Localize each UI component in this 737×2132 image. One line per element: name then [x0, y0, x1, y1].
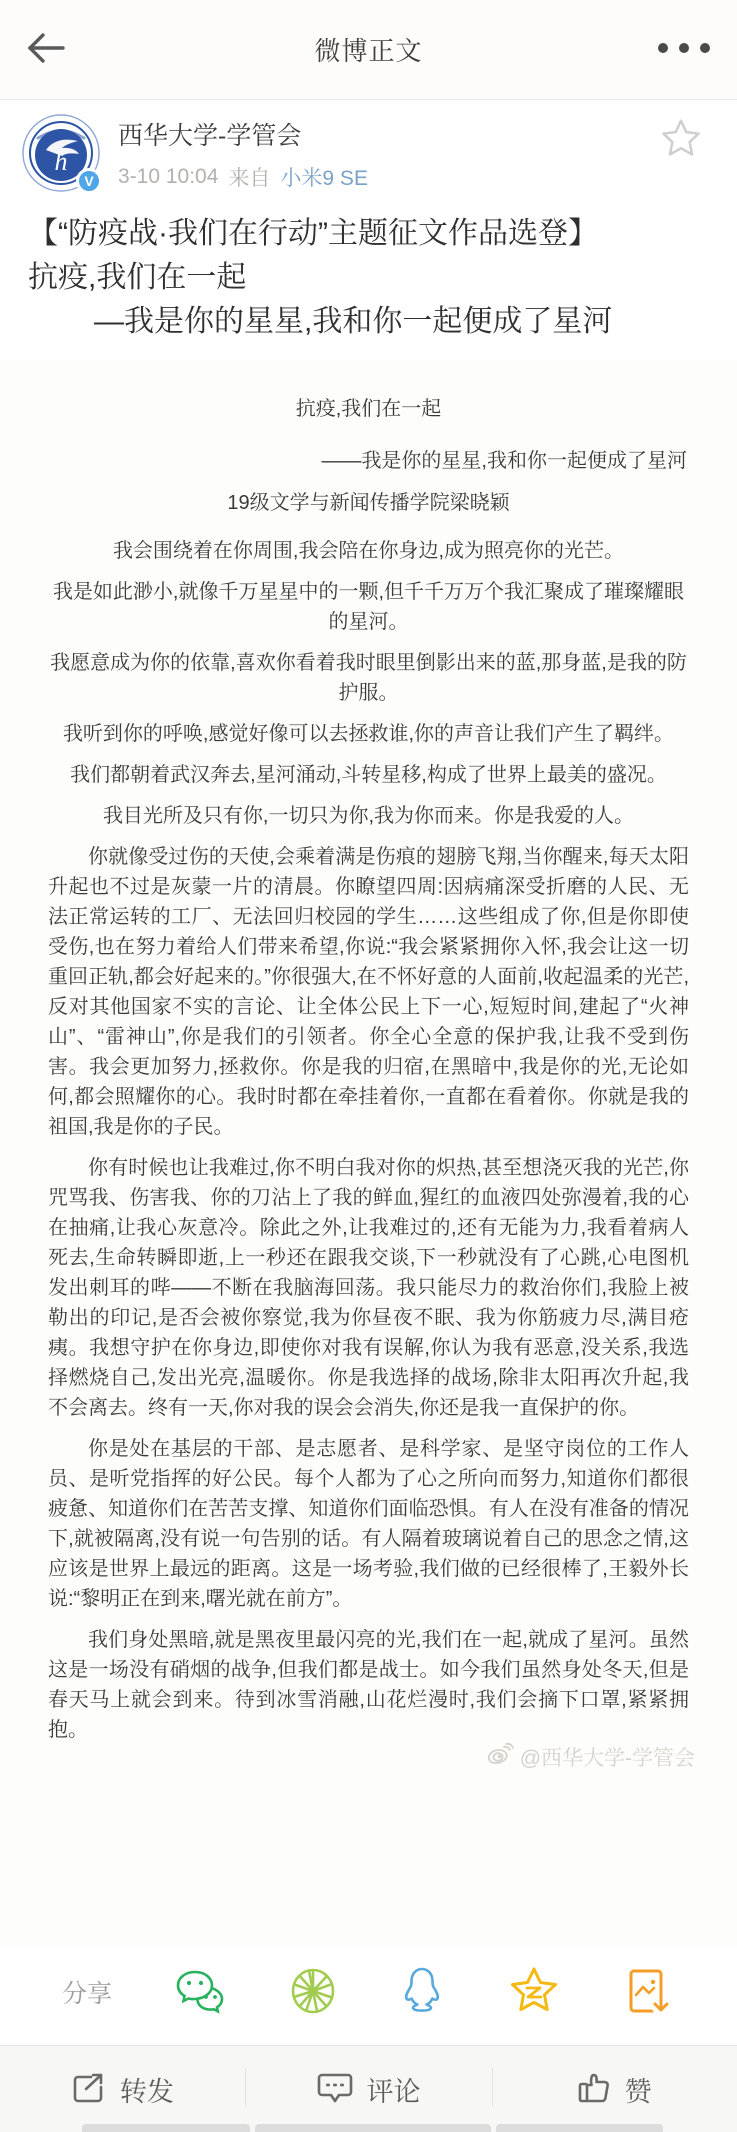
share-save-image-button[interactable]	[623, 1966, 673, 2019]
watermark	[486, 1742, 695, 1775]
like-button[interactable]	[491, 2059, 737, 2119]
article-paragraph: 我会围绕着在你周围,我会陪在你身边,成为照亮你的光芒。	[112, 540, 625, 562]
favorite-button[interactable]	[659, 116, 703, 163]
qq-icon	[400, 1966, 444, 2019]
article-title: 抗疫,我们在一起	[295, 398, 442, 420]
watermark-text: @西华大学-学管会	[519, 1746, 695, 1770]
article-paragraphs	[48, 536, 689, 1745]
article-subtitle: ——我是你的星星,我和你一起便成了星河	[321, 450, 687, 472]
article-paragraph: 我目光所及只有你,一切只为你,我为你而来。你是我爱的人。	[102, 805, 635, 827]
bottom-strip-segment	[496, 2124, 663, 2132]
share-row	[0, 1945, 737, 2045]
article-paragraph: 我们身处黑暗,就是黑夜里最闪亮的光,我们在一起,就成了星河。虽然这是一场没有硝烟的战争,但我们都是战士。如今我们虽然身处冬天,但是春天马上就会到来。待到冰雪消融,山花烂漫时,我们会摘下口罩,紧紧拥抱。	[48, 1629, 689, 1741]
post-text-line: 【“防疫战·我们在行动”主题征文作品选登】	[28, 217, 598, 250]
author-info	[118, 114, 711, 192]
article-paragraph: 我愿意成为你的依靠,喜欢你看着我时眼里倒影出来的蓝,那身蓝,是我的防护服。	[50, 652, 687, 704]
back-arrow-icon	[26, 31, 66, 68]
article-paragraph: 你有时候也让我难过,你不明白我对你的炽热,甚至想浇灭我的光芒,你咒骂我、伤害我、你的刀沾上了我的鲜血,猩红的血液四处弥漫着,我的心在抽痛,让我心灰意冷。除此之外,让我难过的,还有无能为力,我看着病人死去,生命转瞬即逝,上一秒还在跟我交谈,下一秒就没有了心跳,心电图机发出刺耳的哔——不断在我脑海回荡。我只能尽力的救治你们,我脸上被勒出的印记,是否会被你察觉,我为你昼夜不眠、我为你筋疲力尽,满目疮痍。我想守护在你身边,即使你对我有误解,你认为我有恶意,没关系,我选择燃烧自己,发出光亮,温暖你。你是我选择的战场,除非太阳再次升起,我不会离去。终有一天,你对我的误会会消失,你还是我一直保护的你。	[48, 1157, 689, 1419]
post-text-line: —我是你的星星,我和你一起便成了星河	[94, 305, 613, 338]
bottom-strip-segment	[255, 2124, 491, 2132]
comment-label: 评论	[366, 2076, 421, 2107]
article-paragraph: 我们都朝着武汉奔去,星河涌动,斗转星移,构成了世界上最美的盛况。	[70, 764, 667, 786]
action-bar	[0, 2045, 737, 2132]
wechat-icon	[175, 1968, 225, 2017]
like-label: 赞	[624, 2076, 652, 2107]
more-icon	[657, 42, 711, 57]
article-paragraph: 你就像受过伤的天使,会乘着满是伤痕的翅膀飞翔,当你醒来,每天太阳升起也不过是灰蒙一片的清晨。你瞭望四周:因病痛深受折磨的人民、无法正常运转的工厂、无法回归校园的学生……这些组成了你,但是你即使受伤,也在努力着给人们带来希望,你说:“我会紧紧拥你入怀,我会让这一切重回正轨,都会好起来的。”你很强大,在不怀好意的人面前,收起温柔的光芒,反对其他国家不实的言论、让全体公民上下一心,短短时间,建起了“火神山”、“雷神山”,你是我们的引领者。你全心全意的保护我,让我不受到伤害。我会更加努力,拯救你。你是我的归宿,在黑暗中,我是你的光,无论如何,都会照耀你的心。我时时都在牵挂着你,一直都在看着你。你就是我的祖国,我是你的子民。	[48, 846, 689, 1138]
post-text-line: 抗疫,我们在一起	[28, 261, 247, 294]
svg-text:h: h	[54, 147, 68, 176]
repost-icon	[72, 2072, 106, 2107]
comment-icon	[317, 2071, 353, 2108]
share-qq-button[interactable]	[400, 1966, 444, 2019]
share-label: 分享	[62, 1980, 113, 2008]
verified-badge: V	[76, 168, 102, 194]
article-byline: 19级文学与新闻传播学院梁晓颖	[227, 492, 510, 514]
topbar	[0, 0, 737, 100]
action-divider	[492, 2068, 493, 2106]
device-source-link[interactable]: 小米9 SE	[280, 167, 368, 190]
like-icon	[577, 2071, 611, 2108]
post-time: 3-10 10:04	[118, 165, 219, 188]
author-row	[0, 100, 737, 206]
article-paragraph: 我听到你的呼唤,感觉好像可以去拯救谁,你的声音让我们产生了羁绊。	[62, 723, 675, 745]
avatar[interactable]	[22, 114, 100, 192]
weibo-watermark-icon	[486, 1742, 514, 1775]
from-label: 来自	[228, 167, 271, 190]
post-text	[0, 206, 737, 360]
wechat-moments-icon	[289, 1967, 337, 2018]
page-title: 微博正文	[314, 36, 423, 66]
action-divider	[245, 2068, 246, 2106]
post-meta	[118, 162, 711, 192]
article-paragraph: 你是处在基层的干部、是志愿者、是科学家、是坚守岗位的工作人员、是听党指挥的好公民。每个人都为了心之所向而努力,知道你们都很疲惫、知道你们在苦苦支撑、知道你们面临恐惧。有人在没有准备的情况下,就被隔离,没有说一句告别的话。有人隔着玻璃说着自己的思念之情,这应该是世界上最远的距离。这是一场考验,我们做的已经很棒了,王毅外长说:“黎明正在到来,曙光就在前方”。	[48, 1438, 689, 1610]
comment-button[interactable]	[246, 2059, 492, 2119]
back-button[interactable]	[26, 31, 66, 68]
repost-button[interactable]	[0, 2059, 246, 2119]
more-button[interactable]	[657, 42, 711, 57]
author-name[interactable]: 西华大学-学管会	[118, 122, 302, 150]
article-paragraph: 我是如此渺小,就像千万星星中的一颗,但千千万万个我汇聚成了璀璨耀眼的星河。	[52, 581, 685, 633]
share-moments-button[interactable]	[289, 1967, 337, 2018]
bottom-strip-segment	[82, 2124, 250, 2132]
qzone-icon	[508, 1966, 560, 2019]
save-image-icon	[623, 1966, 673, 2019]
repost-label: 转发	[119, 2076, 174, 2107]
share-wechat-button[interactable]	[175, 1968, 225, 2017]
favorite-star-icon	[659, 116, 703, 163]
share-qzone-button[interactable]	[508, 1966, 560, 2019]
article-image[interactable]	[0, 360, 737, 1945]
